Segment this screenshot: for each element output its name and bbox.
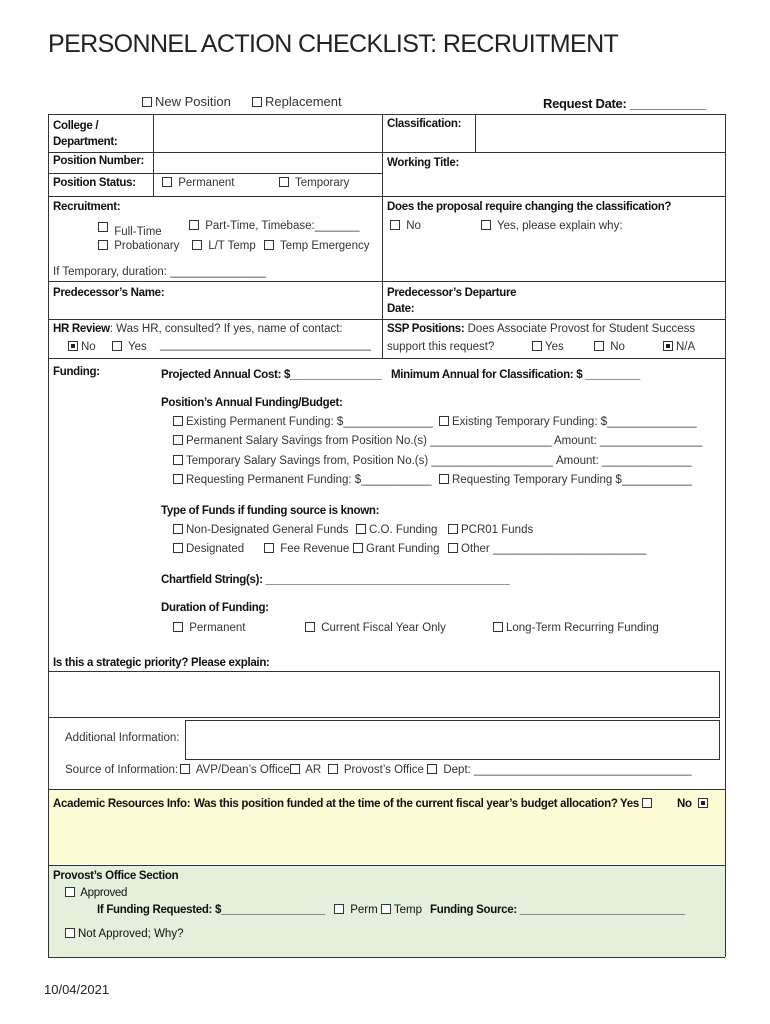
position-number-label: Position Number: xyxy=(53,155,145,167)
proposal-no-option[interactable]: No xyxy=(390,220,421,232)
proposal-question: Does the proposal require changing the classification? xyxy=(387,201,672,213)
budget-header: Position’s Annual Funding/Budget: xyxy=(161,397,343,409)
nondesignated-option[interactable]: Non-Designated General Funds xyxy=(173,524,348,536)
temp-checkbox[interactable] xyxy=(381,904,391,914)
hr-yes-checkbox[interactable] xyxy=(112,341,122,351)
predecessor-departure-label: Predecessor’s Departure Date: xyxy=(387,287,517,315)
academic-no-checkbox[interactable] xyxy=(698,798,708,808)
hr-yes-option[interactable]: Yes xyxy=(112,341,147,353)
designated-checkbox[interactable] xyxy=(173,543,183,553)
co-funding-option[interactable]: C.O. Funding xyxy=(356,524,437,536)
lt-temp-checkbox[interactable] xyxy=(192,240,202,250)
status-temporary-option[interactable]: Temporary xyxy=(279,177,349,189)
new-position-option[interactable]: New Position xyxy=(142,94,231,109)
probationary-option[interactable]: Probationary xyxy=(98,240,179,252)
temp-amount-field[interactable]: Amount: ______________ xyxy=(556,455,692,467)
req-perm-option[interactable]: Requesting Permanent Funding: $___________ xyxy=(173,474,432,486)
predecessor-name-label: Predecessor’s Name: xyxy=(53,287,165,299)
types-header: Type of Funds if funding source is known: xyxy=(161,505,380,517)
perm-checkbox[interactable] xyxy=(334,904,344,914)
grant-funding-option[interactable]: Grant Funding xyxy=(353,543,440,555)
ssp-na-checkbox[interactable] xyxy=(663,341,673,351)
existing-perm-checkbox[interactable] xyxy=(173,416,183,426)
temp-savings-checkbox[interactable] xyxy=(173,455,183,465)
approved-checkbox[interactable] xyxy=(65,887,75,897)
working-title-label: Working Title: xyxy=(387,157,460,169)
replacement-option[interactable]: Replacement xyxy=(252,94,342,109)
request-date-field[interactable]: Request Date: ___________ xyxy=(543,96,707,111)
source-provost-checkbox[interactable] xyxy=(328,764,338,774)
if-funding-requested-field[interactable]: If Funding Requested: $_________________ xyxy=(97,904,325,916)
status-permanent-checkbox[interactable] xyxy=(162,177,172,187)
academic-resources-question: Was this position funded at the time of the current fiscal year’s budget allocation? xyxy=(194,798,618,810)
part-time-option[interactable]: Part-Time, Timebase:_______ xyxy=(189,220,359,232)
fee-revenue-option[interactable]: Fee Revenue xyxy=(264,543,349,555)
existing-temp-checkbox[interactable] xyxy=(439,416,449,426)
full-time-checkbox[interactable] xyxy=(98,222,108,232)
existing-temp-option[interactable]: Existing Temporary Funding: $______________ xyxy=(439,416,697,428)
chartfield-field[interactable]: Chartfield String(s): ________________________________________ xyxy=(161,574,510,586)
duration-longterm-checkbox[interactable] xyxy=(493,622,503,632)
temp-savings-option[interactable]: Temporary Salary Savings from, Position No.(s) ___________________ xyxy=(173,455,553,467)
footer-date: 10/04/2021 xyxy=(44,982,110,997)
req-temp-checkbox[interactable] xyxy=(439,474,449,484)
not-approved-checkbox[interactable] xyxy=(65,928,75,938)
source-of-info-row: Source of Information: AVP/Dean’s Office AR Provost’s Office Dept: __________________________________ xyxy=(65,764,692,776)
academic-yes-option[interactable]: Yes xyxy=(620,798,655,810)
academic-no-option[interactable]: No xyxy=(677,798,711,810)
status-permanent-option[interactable]: Permanent xyxy=(162,177,234,189)
req-temp-option[interactable]: Requesting Temporary Funding $___________ xyxy=(439,474,692,486)
funding-label: Funding: xyxy=(53,366,100,378)
source-dept-checkbox[interactable] xyxy=(427,764,437,774)
hr-no-checkbox[interactable] xyxy=(68,341,78,351)
ssp-no-checkbox[interactable] xyxy=(594,341,604,351)
additional-info-textarea[interactable] xyxy=(185,720,720,760)
full-time-option[interactable]: Full-Time xyxy=(98,222,162,238)
co-funding-checkbox[interactable] xyxy=(356,524,366,534)
minimum-annual-field[interactable]: Minimum Annual for Classification: $ _________ xyxy=(391,369,641,381)
strategic-priority-textarea[interactable] xyxy=(48,671,720,718)
provost-section-header: Provost’s Office Section xyxy=(53,870,179,882)
ssp-question: SSP Positions: Does Associate Provost for Student Success xyxy=(387,323,696,335)
ssp-na-option[interactable]: N/A xyxy=(663,341,695,353)
grant-funding-checkbox[interactable] xyxy=(353,543,363,553)
temp-duration-field[interactable]: If Temporary, duration: _______________ xyxy=(53,266,267,278)
nondesignated-checkbox[interactable] xyxy=(173,524,183,534)
position-status-label: Position Status: xyxy=(53,177,136,189)
duration-permanent-checkbox[interactable] xyxy=(173,622,183,632)
ssp-yes-checkbox[interactable] xyxy=(532,341,542,351)
perm-temp-options[interactable]: Perm Temp xyxy=(334,904,422,916)
pcr01-checkbox[interactable] xyxy=(448,524,458,534)
funding-source-field[interactable]: Funding Source: ___________________________ xyxy=(430,904,685,916)
duration-current-option[interactable]: Current Fiscal Year Only xyxy=(305,622,446,634)
lt-temp-option[interactable]: L/T Temp xyxy=(192,240,256,252)
duration-current-checkbox[interactable] xyxy=(305,622,315,632)
part-time-checkbox[interactable] xyxy=(189,220,199,230)
hr-contact-field[interactable]: _________________________________ xyxy=(160,339,372,351)
duration-permanent-option[interactable]: Permanent xyxy=(173,622,245,634)
fee-revenue-checkbox[interactable] xyxy=(264,543,274,553)
ssp-no-option[interactable]: No xyxy=(594,341,625,353)
duration-longterm-option[interactable]: Long-Term Recurring Funding xyxy=(493,622,659,634)
pcr01-option[interactable]: PCR01 Funds xyxy=(448,524,533,536)
req-perm-checkbox[interactable] xyxy=(173,474,183,484)
projected-cost-field[interactable]: Projected Annual Cost: $_______________ xyxy=(161,369,382,381)
source-label: Source of Information: xyxy=(65,764,179,776)
source-ar-checkbox[interactable] xyxy=(290,764,300,774)
position-number-input[interactable] xyxy=(154,153,381,172)
ssp-yes-option[interactable]: Yes xyxy=(532,341,564,353)
other-checkbox[interactable] xyxy=(448,543,458,553)
college-department-input[interactable] xyxy=(154,115,381,151)
source-avp-checkbox[interactable] xyxy=(180,764,190,774)
approved-option[interactable]: Approved xyxy=(65,887,127,899)
proposal-yes-checkbox[interactable] xyxy=(481,220,491,230)
hr-no-option[interactable]: No xyxy=(68,341,96,353)
classification-input[interactable] xyxy=(476,115,724,151)
hr-review-question: HR Review: Was HR, consulted? If yes, name of contact: xyxy=(53,323,343,335)
duration-header: Duration of Funding: xyxy=(161,602,269,614)
temp-emergency-option[interactable]: Temp Emergency xyxy=(264,240,369,252)
academic-resources-label: Academic Resources Info: xyxy=(53,798,191,810)
recruitment-label: Recruitment: xyxy=(53,201,121,213)
strategic-priority-label: Is this a strategic priority? Please explain: xyxy=(53,657,270,669)
not-approved-option[interactable]: Not Approved; Why? xyxy=(65,928,183,940)
academic-yes-checkbox[interactable] xyxy=(642,798,652,808)
probationary-checkbox[interactable] xyxy=(98,240,108,250)
perm-savings-option[interactable]: Permanent Salary Savings from Position No.(s) ___________________ xyxy=(173,435,552,447)
new-position-checkbox[interactable] xyxy=(142,97,152,107)
proposal-no-checkbox[interactable] xyxy=(390,220,400,230)
proposal-yes-option[interactable]: Yes, please explain why: xyxy=(481,220,623,232)
existing-perm-option[interactable]: Existing Permanent Funding: $______________ xyxy=(173,416,433,428)
perm-savings-checkbox[interactable] xyxy=(173,435,183,445)
ssp-support-label: support this request? xyxy=(387,341,495,353)
college-department-label: College / Department: xyxy=(53,120,118,148)
replacement-checkbox[interactable] xyxy=(252,97,262,107)
other-option[interactable]: Other ________________________ xyxy=(448,543,646,555)
additional-info-label: Additional Information: xyxy=(65,732,180,744)
page-title: PERSONNEL ACTION CHECKLIST: RECRUITMENT xyxy=(48,30,619,58)
classification-label: Classification: xyxy=(387,118,462,130)
temp-emergency-checkbox[interactable] xyxy=(264,240,274,250)
status-temporary-checkbox[interactable] xyxy=(279,177,289,187)
perm-amount-field[interactable]: Amount: ________________ xyxy=(554,435,703,447)
designated-option[interactable]: Designated xyxy=(173,543,244,555)
